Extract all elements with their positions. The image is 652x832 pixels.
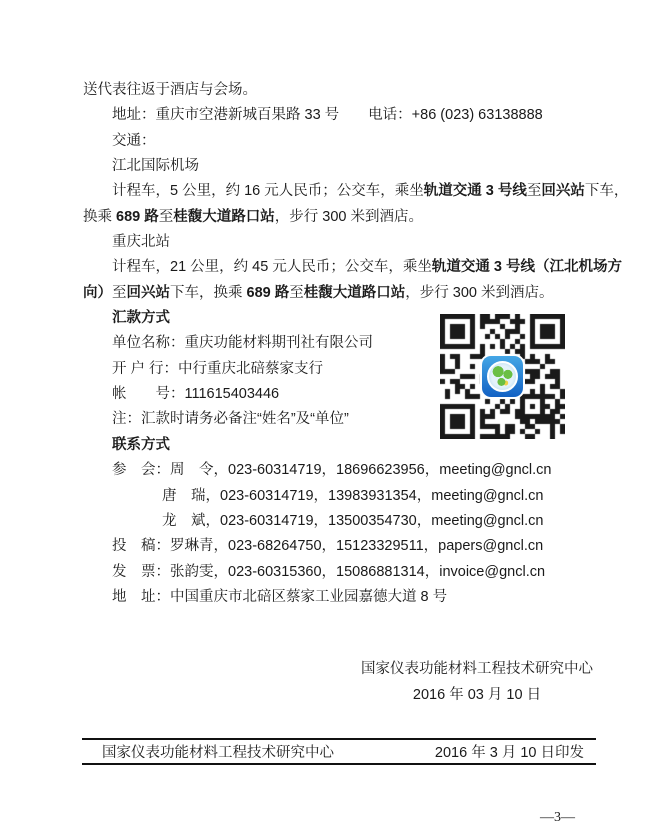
text-segment: 下车， [584, 183, 629, 200]
globe-icon [487, 361, 518, 392]
text-line [83, 560, 608, 585]
document-footer [82, 738, 596, 765]
text-line [83, 484, 608, 509]
emphasis-text: 轨道交通 3 号线（江北机场方 [431, 259, 622, 276]
text-segment: 送代表往返于酒店与会场。 [83, 82, 257, 98]
text-segment: 重庆北站 [112, 234, 170, 251]
text-line [83, 179, 629, 204]
emphasis-text: 向） [83, 284, 112, 301]
text-segment: 计程车，21 公里，约 45 元人民币；公交车，乘坐 [112, 259, 432, 276]
text-segment: 参 会：周 令，023-60314719，18696623956，meeting@gncl.cn [112, 462, 552, 479]
text-segment: 注：汇款时请务必备注“姓名”及“单位” [112, 411, 349, 428]
text-line [83, 585, 608, 610]
footer-print-date: 2016 年 3 月 10 日印发 [434, 745, 584, 761]
text-segment: 下车，换乘 [170, 284, 247, 301]
emphasis-text: 回兴站 [541, 183, 585, 200]
text-segment: 发 票：张韵雯，023-60315360，15086881314，invoice@gncl.cn [112, 563, 546, 580]
page-number: —3— [540, 810, 575, 825]
emphasis-text: 桂馥大道路口站 [303, 284, 406, 301]
text-segment: 单位名称：重庆功能材料期刊社有限公司 [112, 335, 373, 352]
text-line [83, 534, 608, 559]
emphasis-text: 轨道交通 3 号线 [423, 183, 527, 200]
text-line [83, 255, 622, 280]
text-line [83, 103, 608, 128]
emphasis-text: 回兴站 [126, 284, 170, 301]
text-segment: ，步行 300 米到酒店。 [405, 284, 554, 301]
text-segment: 地 址：中国重庆市北碚区蔡家工业园嘉德大道 8 号 [112, 588, 448, 605]
text-segment: 换乘 [83, 208, 117, 225]
text-segment: 开 户 行：中行重庆北碚蔡家支行 [112, 360, 324, 377]
issue-date: 2016 年 03 月 10 日 [412, 687, 542, 703]
text-segment: 帐 号：111615403446 [112, 386, 280, 403]
emphasis-text: 689 路 [116, 208, 159, 225]
signature-block [352, 656, 602, 708]
text-line [83, 458, 608, 483]
issuing-organization: 国家仪表功能材料工程技术研究中心 [361, 661, 593, 677]
text-line [83, 78, 608, 103]
footer-organization: 国家仪表功能材料工程技术研究中心 [102, 745, 334, 761]
text-segment: 至 [526, 183, 542, 200]
text-segment: 地址：重庆市空港新城百果路 33 号 电话：+86 (023) 63138888 [112, 107, 543, 124]
text-segment: 至 [112, 284, 127, 301]
text-line [83, 509, 608, 534]
emphasis-text: 689 路 [246, 284, 290, 301]
text-segment: 至 [289, 284, 304, 301]
qr-code [440, 314, 565, 439]
text-segment: 计程车，5 公里，约 16 元人民币；公交车，乘坐 [112, 183, 424, 200]
text-line [83, 205, 608, 230]
text-segment: 龙 斌，023-60314719，13500354730，meeting@gncl.cn [162, 512, 544, 529]
text-line [83, 129, 608, 154]
text-line [83, 154, 608, 179]
text-segment: 交通： [112, 132, 156, 149]
text-segment: 唐 瑞，023-60314719，13983931354，meeting@gncl.cn [162, 487, 544, 504]
text-line [83, 230, 608, 255]
qr-center-logo [482, 356, 523, 397]
text-line [83, 281, 608, 306]
text-segment: 投 稿：罗琳青，023-68264750，15123329511，papers@gncl.cn [112, 538, 544, 555]
text-segment: ，步行 300 米到酒店。 [274, 208, 424, 225]
emphasis-text: 汇款方式 [112, 310, 170, 327]
text-segment: 江北国际机场 [112, 158, 199, 175]
emphasis-text: 桂馥大道路口站 [173, 208, 275, 225]
text-segment: 至 [158, 208, 174, 225]
emphasis-text: 联系方式 [112, 436, 170, 453]
